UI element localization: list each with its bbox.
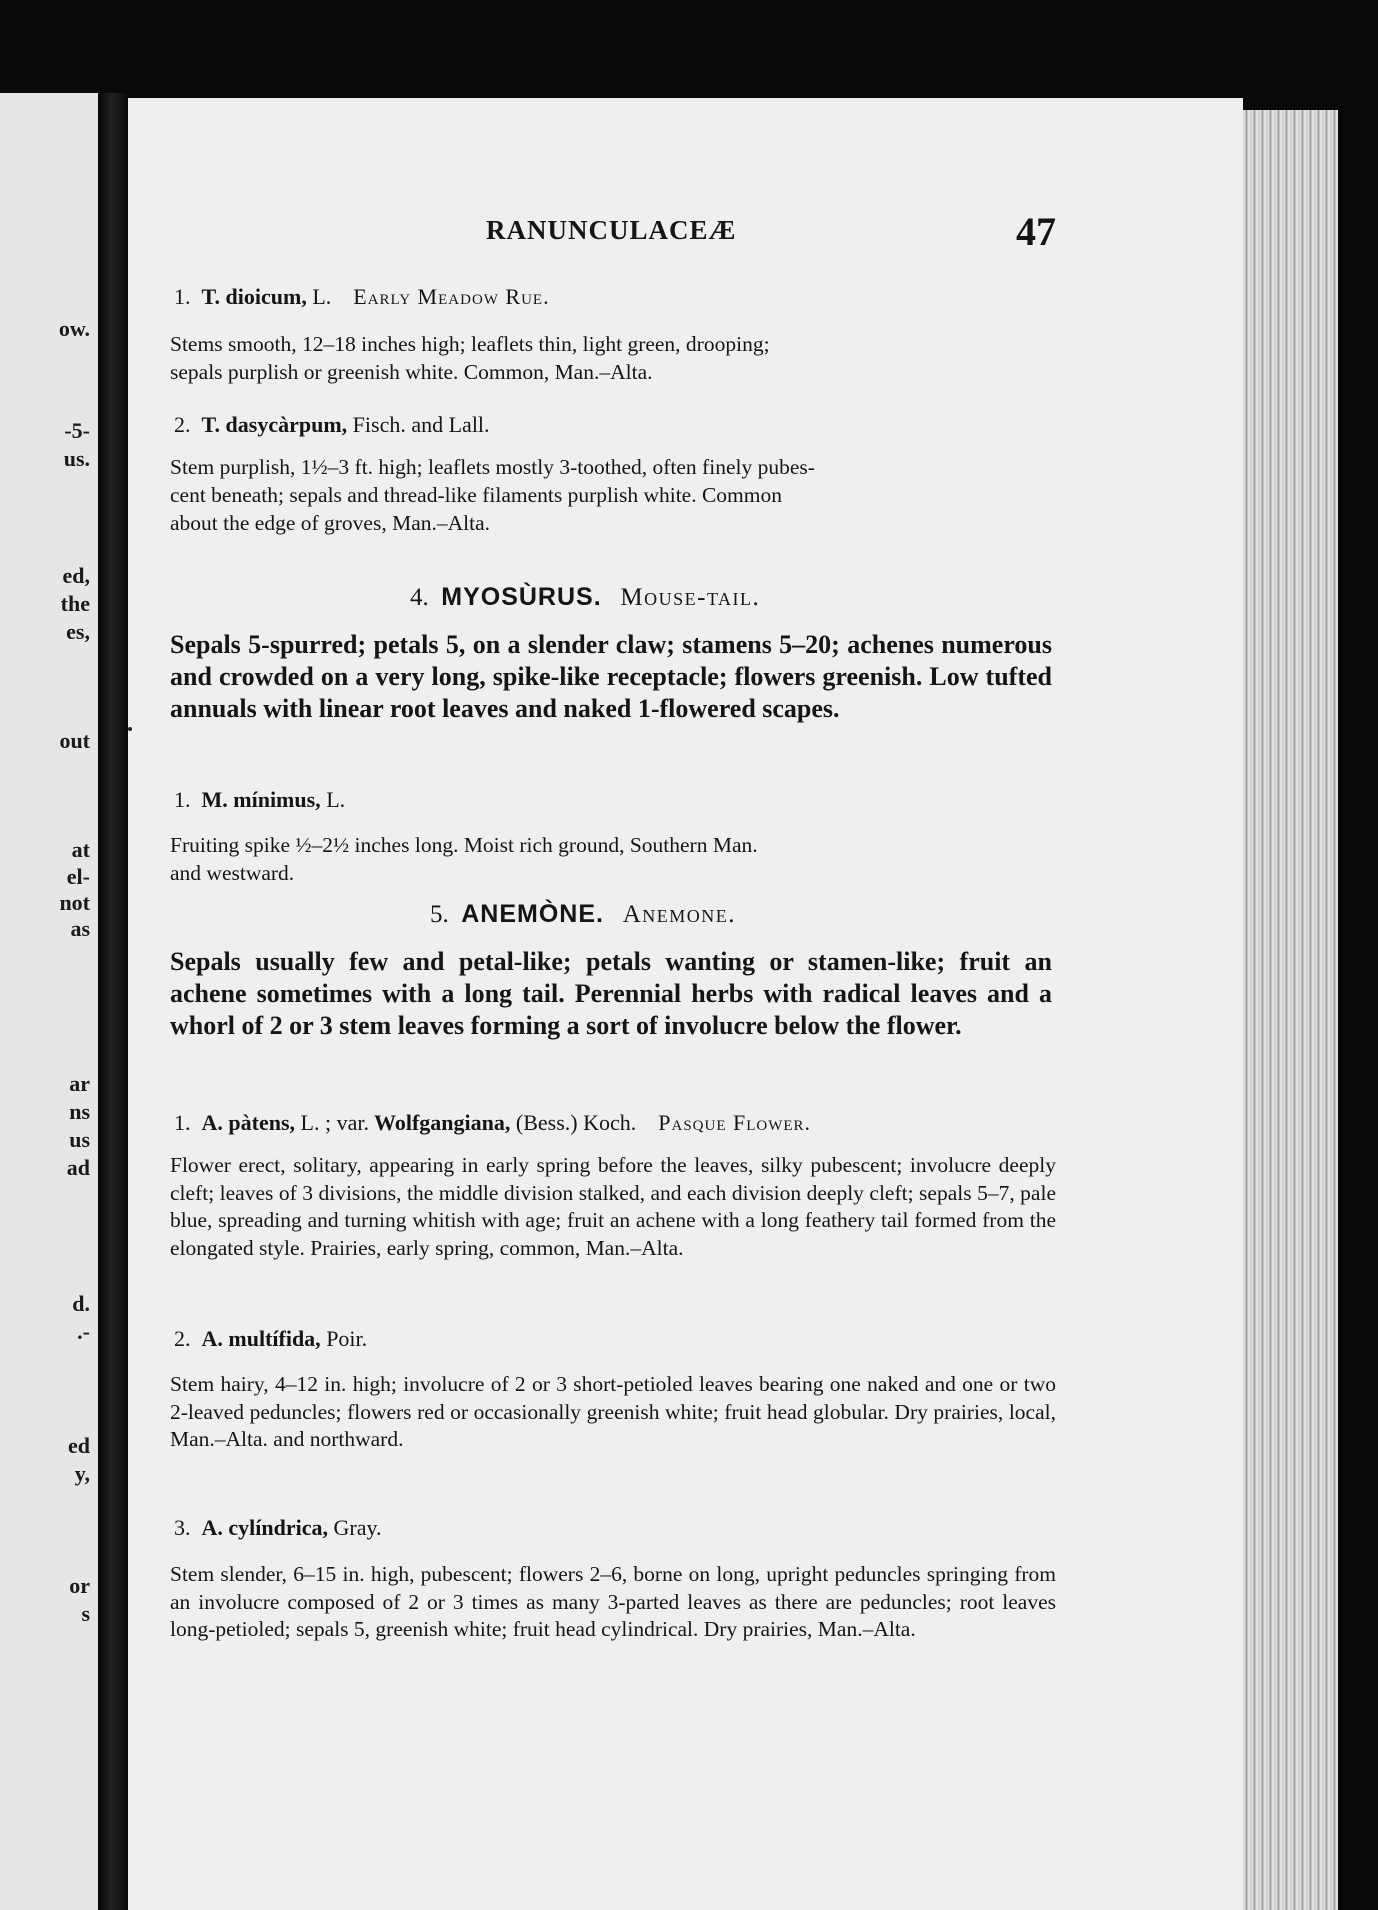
genus-name: MYOSÙRUS.: [441, 583, 602, 611]
left-page-fragment: us.: [63, 446, 90, 471]
page-speck: [128, 727, 132, 731]
left-page-fragment: us: [69, 1127, 90, 1152]
left-page-fragment: ar: [69, 1071, 90, 1096]
species-heading: 2. T. dasycàrpum, Fisch. and Lall.: [174, 412, 490, 437]
left-page-fragment: ed,: [62, 563, 90, 588]
left-page-fragment: d.: [72, 1291, 90, 1316]
left-page-fragment: ow.: [58, 316, 90, 341]
left-page-fragment: .-: [77, 1319, 90, 1344]
species-description-line: Fruiting spike ½–2½ inches long. Moist rich ground, Southern Man.: [170, 833, 758, 857]
left-page-fragment: the: [60, 591, 90, 616]
species-name: A. pàtens,: [201, 1110, 296, 1135]
species-name: T. dasycàrpum,: [201, 412, 348, 437]
left-page-fragment: y,: [74, 1461, 90, 1486]
variety-name: Wolfgangiana,: [368, 1110, 511, 1135]
species-heading: 1. M. mínimus, L.: [174, 787, 346, 812]
species-name: A. multífida,: [201, 1326, 321, 1351]
genus-description: Sepals 5-spurred; petals 5, on a slender claw; stamens 5–20; achenes numerous and crowded on a very long, spike-like receptacle; flowers greenish. Low tufted annuals with linear root leaves and naked 1-flowered scapes.: [170, 630, 1052, 723]
species-name: A. cylíndrica,: [201, 1515, 328, 1540]
species-description: Flower erect, solitary, appearing in early spring before the leaves, silky pubescent; involucre deeply cleft; leaves of 3 divisions, the middle division stalked, and each division deeply cleft; sepals 5–7, pale blue, spreading and turning whitish with age; fruit an achene with a long feathery tail formed from the elongated style. Prairies, early spring, common, Man.–Alta.: [170, 1153, 1056, 1260]
species-name: T. dioicum,: [201, 284, 307, 309]
species-heading: 1. A. pàtens, L. ; var. Wolfgangiana, (Bess.) Koch. Pasque Flower.: [174, 1110, 812, 1135]
genus-name: ANEMÒNE.: [461, 900, 604, 928]
species-heading: 2. A. multífida, Poir.: [174, 1326, 368, 1351]
left-page-fragment: -5-: [64, 418, 90, 443]
page-number: 47: [1016, 209, 1056, 254]
species-description: Stem hairy, 4–12 in. high; involucre of 2 or 3 short-petioled leaves bearing one naked and one or two 2-leaved peduncles; flowers red or occasionally greenish white; fruit head globular. Dry prairies, local, Man.–Alta. and northward.: [170, 1372, 1056, 1451]
left-page-fragment: es,: [66, 619, 90, 644]
common-name: Early Meadow Rue.: [353, 284, 550, 309]
common-name: Pasque Flower.: [658, 1110, 812, 1135]
species-heading: 1. T. dioicum, L. Early Meadow Rue.: [174, 284, 550, 309]
species-description-line: Stems smooth, 12–18 inches high; leaflets thin, light green, drooping;: [170, 332, 770, 356]
species-description-line: cent beneath; sepals and thread-like filaments purplish white. Common: [170, 483, 782, 507]
book-spine: [98, 93, 128, 1910]
species-name: M. mínimus,: [201, 787, 321, 812]
left-page-fragment: s: [81, 1601, 90, 1626]
left-page-fragment: as: [70, 916, 90, 941]
species-description-line: sepals purplish or greenish white. Common, Man.–Alta.: [170, 360, 653, 384]
running-header: RANUNCULACEÆ: [486, 215, 737, 245]
genus-description: Sepals usually few and petal-like; petals wanting or stamen-like; fruit an achene sometimes with a long tail. Perennial herbs with radical leaves and a whorl of 2 or 3 stem leaves forming a sort of involucre below the flower.: [170, 947, 1052, 1040]
left-page-fragment: ad: [66, 1155, 90, 1180]
left-page-fragment: or: [69, 1573, 90, 1598]
species-description-line: and westward.: [170, 861, 295, 885]
species-heading: 3. A. cylíndrica, Gray.: [174, 1515, 382, 1540]
left-page-fragment: el-: [66, 864, 90, 889]
left-page-fragment: not: [59, 890, 90, 915]
left-page-fragment: at: [71, 837, 90, 862]
left-page-fragment: ns: [69, 1099, 90, 1124]
genus-common-name: Mouse-tail.: [620, 584, 761, 611]
page-stack-edge: [1243, 110, 1338, 1910]
left-page-fragment: out: [59, 728, 90, 753]
species-description: Stem slender, 6–15 in. high, pubescent; flowers 2–6, borne on long, upright peduncles springing from an involucre composed of 2 or 3 times as many 3-parted leaves as there are peduncles; root leaves long-petioled; sepals 5, greenish white; fruit head cylindrical. Dry prairies, Man.–Alta.: [170, 1562, 1056, 1641]
genus-heading: 4. MYOSÙRUS. Mouse-tail.: [410, 583, 761, 611]
genus-common-name: Anemone.: [622, 901, 737, 928]
species-description-line: about the edge of groves, Man.–Alta.: [170, 511, 491, 535]
left-page-fragment: ed: [68, 1433, 90, 1458]
left-page-edge: [0, 93, 98, 1910]
genus-heading: 5. ANEMÒNE. Anemone.: [430, 900, 737, 928]
species-description-line: Stem purplish, 1½–3 ft. high; leaflets mostly 3-toothed, often finely pubes-: [170, 455, 815, 479]
